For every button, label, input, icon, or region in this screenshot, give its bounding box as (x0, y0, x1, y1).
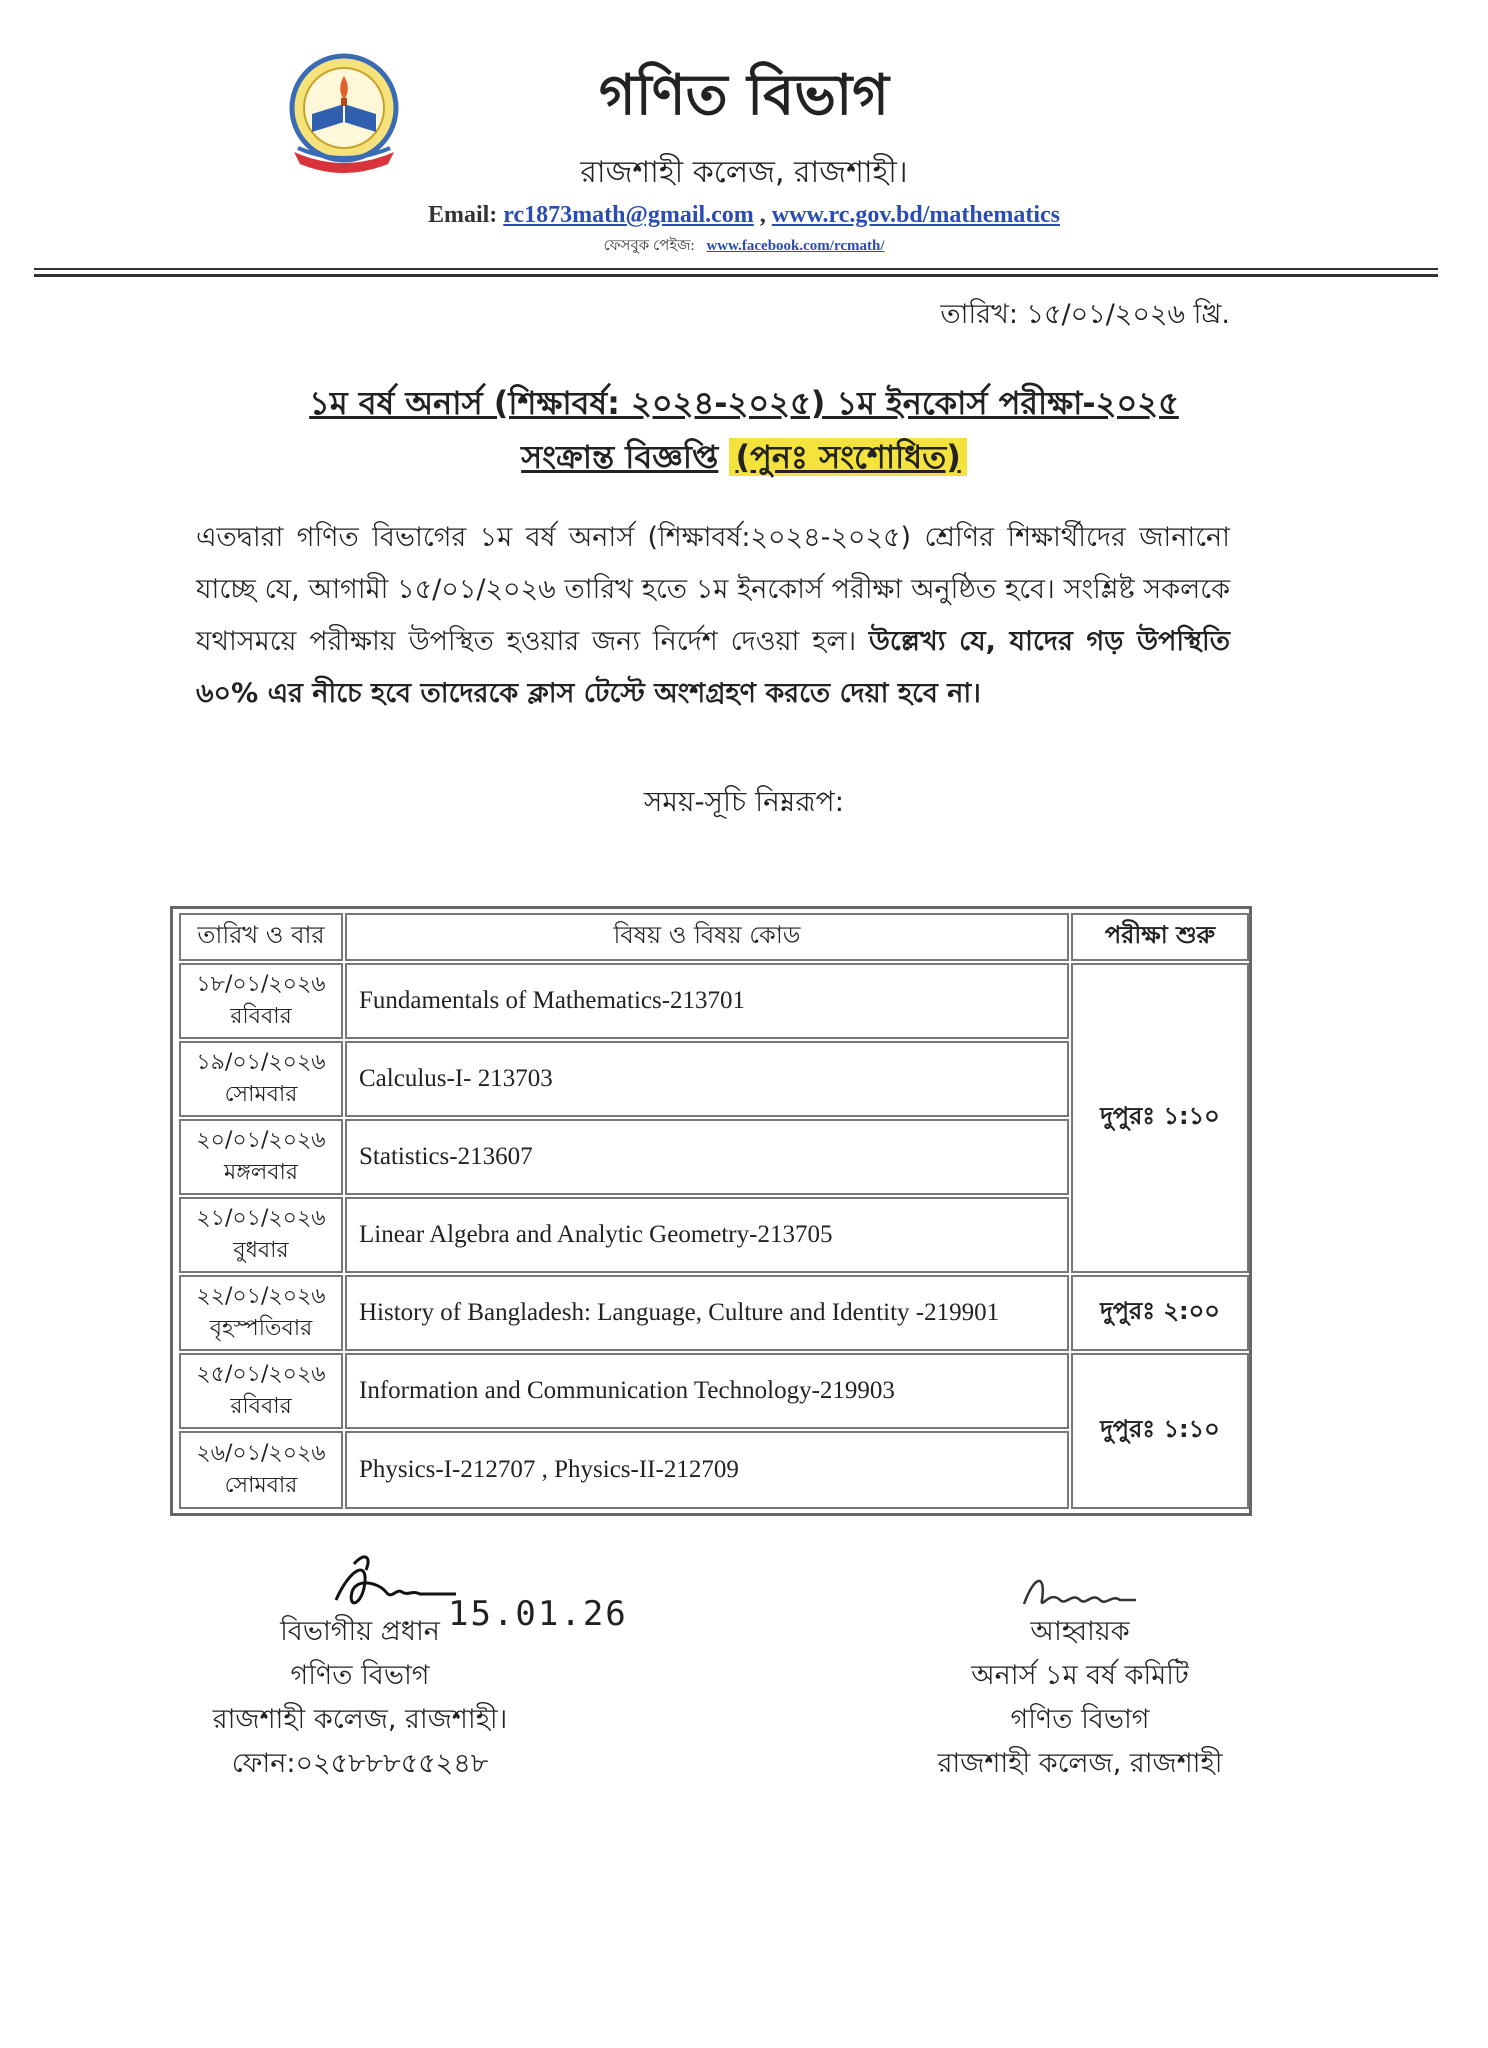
email-label: Email: (427, 202, 498, 228)
signatory-dept: গণিত বিভাগ (1010, 1704, 1150, 1735)
signatory-college: রাজশাহী কলেজ, রাজশাহী। (212, 1704, 508, 1735)
exam-date: ২২/০১/২০২৬ (196, 1284, 326, 1309)
facebook-link[interactable]: www.facebook.com/rcmath/ (706, 238, 885, 254)
exam-date: ১৯/০১/২০২৬ (196, 1050, 326, 1075)
handwritten-signature-icon (1020, 1570, 1140, 1614)
attendance-warning: উল্লেখ্য যে, যাদের গড় উপস্থিতি ৬০% এর নীচে হবে তাদেরকে ক্লাস টেস্টে অংশগ্রহণ করতে দেয়া হবে না। (196, 626, 1230, 709)
table-row-date (179, 963, 343, 1039)
facebook-label: ফেসবুক পেইজ: (603, 238, 695, 254)
exam-day: বৃহস্পতিবার (209, 1316, 313, 1341)
notice-heading: ১ম বর্ষ অনার্স (শিক্ষাবর্ষ: ২০২৪-২০২৫) ১ম ইনকোর্স পরীক্ষা-২০২৫ (309, 384, 1179, 422)
header-date-day: তারিখ ও বার (179, 913, 343, 961)
exam-day: সোমবার (224, 1473, 298, 1498)
exam-day: মঙ্গলবার (224, 1160, 298, 1185)
signatory-dept: গণিত বিভাগ (290, 1660, 430, 1691)
signature-date: 15.01.26 (448, 1594, 628, 1634)
exam-start-time: দুপুরঃ ২:০০ (1071, 1275, 1249, 1351)
contact-separator: , (759, 202, 766, 228)
notice-subheading (0, 432, 1488, 486)
table-row-date (179, 1431, 343, 1509)
table-row-subject: Fundamentals of Mathematics-213701 (345, 963, 1069, 1039)
exam-date: ২৬/০১/২০২৬ (196, 1441, 326, 1466)
email-link[interactable]: rc1873math@gmail.com (503, 202, 754, 228)
table-row-subject: Information and Communication Technology-219903 (345, 1353, 1069, 1429)
table-row-subject: Calculus-I- 213703 (345, 1041, 1069, 1117)
revised-badge: (পুনঃ সংশোধিত) (729, 438, 966, 476)
signatory-role: আহ্বায়ক (1030, 1616, 1130, 1647)
exam-day: রবিবার (230, 1004, 292, 1029)
notice-date: তারিখ: ১৫/০১/২০২৬ খ্রি. (940, 299, 1230, 330)
signature-block-left (190, 1610, 530, 1786)
schedule-caption: সময়-সূচি নিম্নরূপ: (643, 785, 845, 818)
table-row-date (179, 1119, 343, 1195)
exam-date: ১৮/০১/২০২৬ (196, 972, 326, 997)
table-row-date (179, 1275, 343, 1351)
website-link[interactable]: www.rc.gov.bd/mathematics (771, 202, 1061, 228)
college-name: রাজশাহী কলেজ, রাজশাহী। (580, 155, 908, 190)
handwritten-signature-icon (330, 1548, 460, 1618)
exam-date: ২১/০১/২০২৬ (196, 1206, 326, 1231)
header-subject-code: বিষয় ও বিষয় কোড (345, 913, 1069, 961)
notice-body-text: এতদ্বারা গণিত বিভাগের ১ম বর্ষ অনার্স (শিক্ষাবর্ষ:২০২৪-২০২৫) শ্রেণির শিক্ষার্থীদের জানানো যাচ্ছে যে, আগামী ১৫/০১/২০২৬ তারিখ হতে ১ম ইনকোর্স পরীক্ষা অনুষ্ঠিত হবে। সংশ্লিষ্ট সকলকে যথাসময়ে পরীক্ষায় উপস্থিত হওয়ার জন্য নির্দেশ দেওয়া হল। (196, 522, 1230, 657)
table-row-date (179, 1197, 343, 1273)
exam-start-time: দুপুরঃ ১:১০ (1071, 1353, 1249, 1509)
table-row-subject: History of Bangladesh: Language, Culture and Identity -219901 (345, 1275, 1069, 1351)
signatory-college: রাজশাহী কলেজ, রাজশাহী (937, 1748, 1223, 1779)
exam-day: বুধবার (233, 1238, 289, 1263)
table-row-subject: Linear Algebra and Analytic Geometry-213705 (345, 1197, 1069, 1273)
exam-day: সোমবার (224, 1082, 298, 1107)
signature-block-right (900, 1610, 1260, 1786)
notice-subheading-text: সংক্রান্ত বিজ্ঞপ্তি (521, 438, 719, 476)
facebook-line (0, 234, 1488, 259)
exam-date: ২৫/০১/২০২৬ (196, 1362, 326, 1387)
header-divider (34, 268, 1438, 270)
header-start-time: পরীক্ষা শুরু (1071, 913, 1249, 961)
exam-schedule-table (170, 906, 1252, 1516)
exam-day: রবিবার (230, 1394, 292, 1419)
contact-line (0, 202, 1488, 229)
table-row-subject: Physics-I-212707 , Physics-II-212709 (345, 1431, 1069, 1509)
header-divider-thick (34, 274, 1438, 277)
signatory-role: বিভাগীয় প্রধান (280, 1616, 440, 1647)
table-row-date (179, 1041, 343, 1117)
exam-start-time: দুপুরঃ ১:১০ (1071, 963, 1249, 1273)
signatory-committee: অনার্স ১ম বর্ষ কমিটি (971, 1660, 1189, 1691)
signatory-phone: ফোন:০২৫৮৮৮৫৫২৪৮ (231, 1748, 489, 1779)
exam-date: ২০/০১/২০২৬ (196, 1128, 326, 1153)
table-row-date (179, 1353, 343, 1429)
table-row-subject: Statistics-213607 (345, 1119, 1069, 1195)
notice-body (196, 512, 1230, 720)
page-title: গণিত বিভাগ (599, 63, 889, 128)
